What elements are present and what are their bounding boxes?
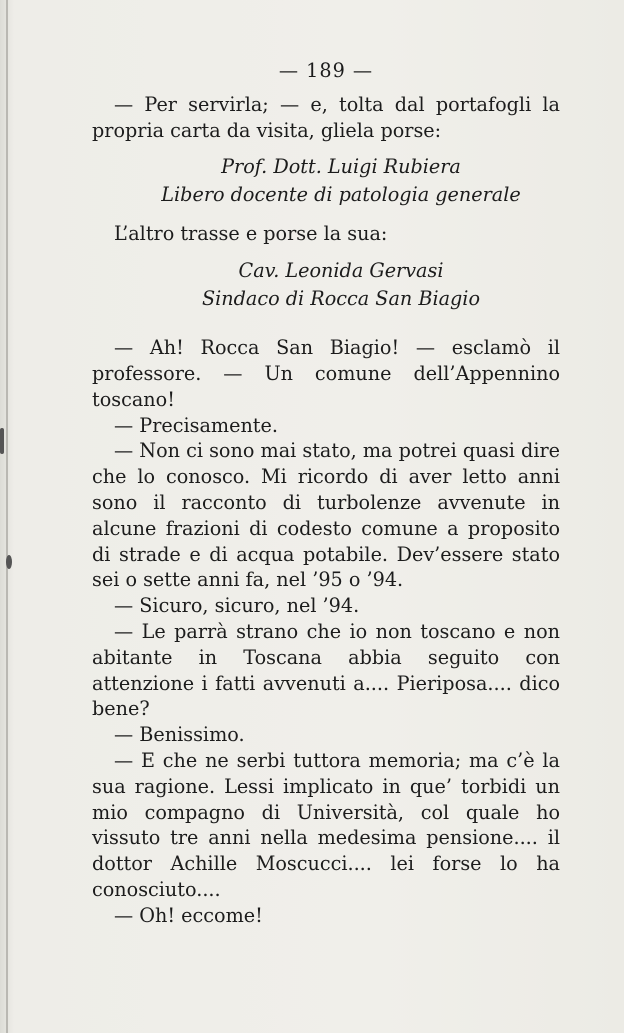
- paragraph: L’altro trasse e porse la sua:: [114, 222, 388, 246]
- dialogue-line: — Oh! eccome!: [114, 903, 263, 927]
- paragraph: — Per servirla; — e, tolta dal portafogli la propria carta da visita, gliela porse:: [92, 92, 560, 142]
- dialogue-line: — Precisamente.: [114, 413, 278, 437]
- business-card-2: [92, 257, 560, 313]
- page-spine-edge: [6, 0, 8, 1033]
- card-name: Prof. Dott. Luigi Rubiera: [221, 155, 461, 179]
- card-title: Libero docente di patologia generale: [161, 183, 521, 207]
- dialogue-line: — Ah! Rocca San Biagio! — esclamò il professore. — Un comune dell’Appennino toscano!: [92, 336, 560, 411]
- dialogue-line: — Sicuro, sicuro, nel ’94.: [114, 594, 360, 618]
- dialogue-line: — Benissimo.: [114, 723, 245, 747]
- paper-stain: [6, 555, 12, 569]
- business-card-1: [92, 153, 560, 209]
- dialogue-line: — Le parrà strano che io non toscano e non abitante in Toscana abbia seguito con attenzione i fatti avvenuti a.... Pieriposa.... dico bene?: [92, 619, 560, 721]
- dialogue-line: — E che ne serbi tuttora memoria; ma c’è la sua ragione. Lessi implicato in que’ torbidi un mio compagno di Università, col quale ho vissuto tre anni nella medesima pensione.... il dottor Achille Moscucci.... lei forse lo ha conosciuto....: [92, 748, 560, 901]
- dialogue-line: — Non ci sono mai stato, ma potrei quasi dire che lo conosco. Mi ricordo di aver letto anni sono il racconto di turbolenze avvenute in alcune frazioni di codesto comune a proposito di strade e di acqua potabile. Dev’essere stato sei o sette anni fa, nel ’95 o ’94.: [92, 439, 560, 592]
- page-number: — 189 —: [278, 59, 374, 82]
- page-text: [92, 58, 560, 929]
- paper-stain: [0, 428, 4, 454]
- card-name: Cav. Leonida Gervasi: [238, 259, 444, 283]
- card-title: Sindaco di Rocca San Biagio: [202, 287, 480, 311]
